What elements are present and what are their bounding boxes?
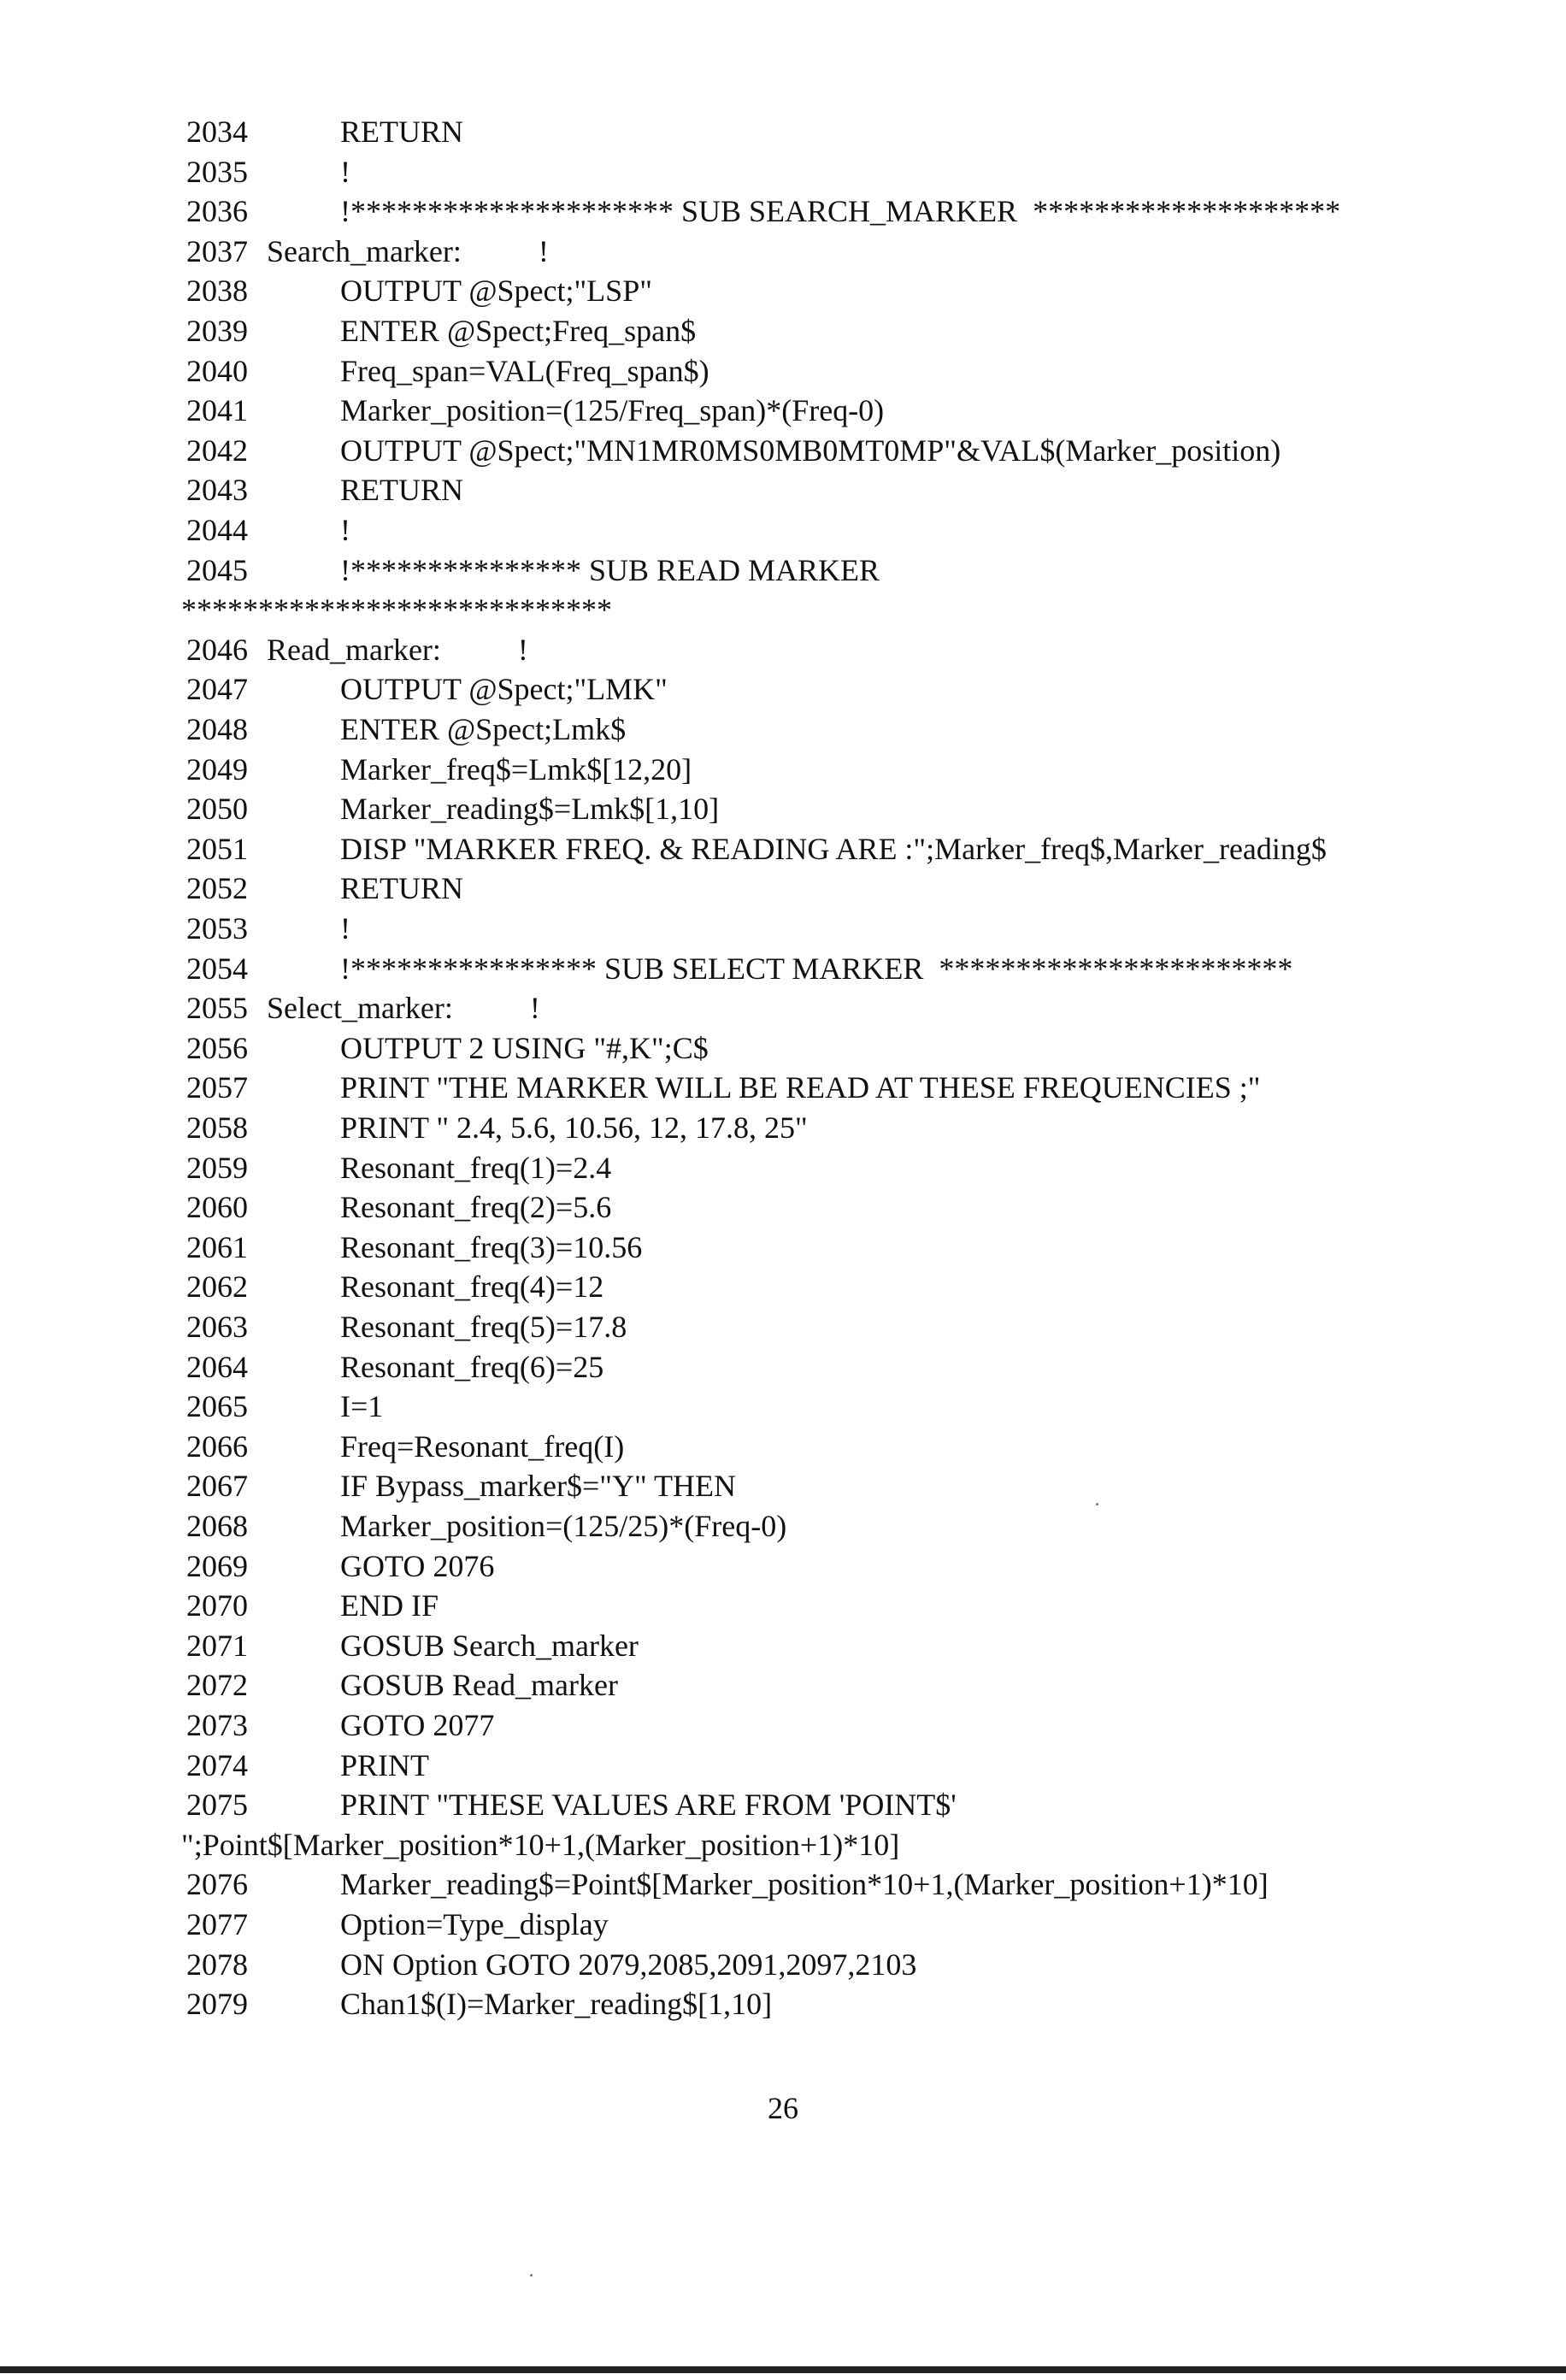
code-text: GOTO 2077: [340, 1708, 495, 1742]
line-number: 2076: [186, 1867, 248, 1901]
code-text: I=1: [340, 1389, 384, 1423]
line-number: 2046: [186, 633, 248, 667]
line-number: 2039: [186, 314, 248, 348]
line-number: 2079: [186, 1987, 248, 2021]
code-text: DISP "MARKER FREQ. & READING ARE :";Marker_freq$,Marker_reading$: [340, 832, 1327, 866]
code-text: Marker_reading$=Point$[Marker_position*10+1,(Marker_position+1)*10]: [340, 1867, 1269, 1901]
code-text: OUTPUT @Spect;"LMK": [340, 672, 668, 706]
line-number: 2056: [186, 1031, 248, 1065]
line-number: 2061: [186, 1230, 248, 1264]
line-number: 2036: [186, 194, 248, 228]
scan-speck: [1096, 1503, 1098, 1505]
code-text: ENTER @Spect;Freq_span$: [340, 314, 697, 348]
bottom-rule: [0, 2366, 1566, 2373]
code-text: Option=Type_display: [340, 1907, 609, 1941]
code-text: Resonant_freq(5)=17.8: [340, 1310, 627, 1344]
line-number: 2049: [186, 752, 248, 786]
line-number: 2069: [186, 1549, 248, 1583]
code-text: RETURN: [340, 115, 463, 149]
code-text: Marker_position=(125/Freq_span)*(Freq-0): [340, 393, 885, 427]
code-text: GOSUB Read_marker: [340, 1668, 618, 1702]
line-number: 2047: [186, 672, 248, 706]
code-text: RETURN: [340, 871, 463, 905]
line-number: 2041: [186, 393, 248, 427]
code-text: Freq_span=VAL(Freq_span$): [340, 354, 709, 388]
code-text: Read_marker: !: [267, 633, 528, 667]
line-number: 2045: [186, 553, 248, 587]
line-number: 2054: [186, 951, 248, 986]
code-text: ";Point$[Marker_position*10+1,(Marker_position+1)*10]: [181, 1828, 900, 1862]
line-number: 2072: [186, 1668, 248, 1702]
scan-speck: [530, 2274, 533, 2277]
line-number: 2067: [186, 1469, 248, 1503]
code-text: !: [340, 155, 350, 189]
code-text: !: [340, 911, 350, 946]
code-text: Chan1$(I)=Marker_reading$[1,10]: [340, 1987, 773, 2021]
code-text: PRINT " 2.4, 5.6, 10.56, 12, 17.8, 25": [340, 1110, 808, 1145]
code-text: OUTPUT 2 USING "#,K";C$: [340, 1031, 709, 1065]
code-text: PRINT "THESE VALUES ARE FROM 'POINT$': [340, 1788, 957, 1822]
code-text: Resonant_freq(1)=2.4: [340, 1151, 612, 1185]
line-number: 2075: [186, 1788, 248, 1822]
line-number: 2062: [186, 1270, 248, 1304]
line-number: 2050: [186, 792, 248, 826]
line-number: 2051: [186, 832, 248, 866]
code-text: RETURN: [340, 473, 463, 507]
line-number: 2073: [186, 1708, 248, 1742]
code-text: GOSUB Search_marker: [340, 1629, 639, 1663]
line-number: 2048: [186, 712, 248, 746]
line-number: 2071: [186, 1629, 248, 1663]
code-text: ****************************: [181, 592, 612, 627]
line-number: 2057: [186, 1070, 248, 1105]
code-text: Resonant_freq(6)=25: [340, 1350, 604, 1384]
code-text: END IF: [340, 1588, 439, 1623]
line-number: 2038: [186, 274, 248, 308]
line-number: 2077: [186, 1907, 248, 1941]
line-number: 2064: [186, 1350, 248, 1384]
line-number: 2055: [186, 991, 248, 1025]
code-text: !**************** SUB SELECT MARKER ***********************: [340, 951, 1293, 986]
code-text: IF Bypass_marker$="Y" THEN: [340, 1469, 736, 1503]
code-text: Resonant_freq(3)=10.56: [340, 1230, 643, 1264]
page-number: 26: [768, 2091, 798, 2125]
line-number: 2068: [186, 1509, 248, 1543]
line-number: 2070: [186, 1588, 248, 1623]
code-text: GOTO 2076: [340, 1549, 495, 1583]
line-number: 2037: [186, 234, 248, 268]
code-text: Marker_reading$=Lmk$[1,10]: [340, 792, 720, 826]
code-text: OUTPUT @Spect;"MN1MR0MS0MB0MT0MP"&VAL$(Marker_position): [340, 433, 1281, 468]
line-number: 2053: [186, 911, 248, 946]
line-number: 2065: [186, 1389, 248, 1423]
line-number: 2078: [186, 1947, 248, 1982]
line-number: 2044: [186, 513, 248, 547]
line-number: 2060: [186, 1190, 248, 1224]
line-number: 2052: [186, 871, 248, 905]
code-text: ON Option GOTO 2079,2085,2091,2097,2103: [340, 1947, 917, 1982]
code-text: Search_marker: !: [267, 234, 549, 268]
code-text: !********************* SUB SEARCH_MARKER ********************: [340, 194, 1341, 228]
code-text: PRINT: [340, 1748, 430, 1782]
code-text: !*************** SUB READ MARKER: [340, 553, 880, 587]
code-text: Resonant_freq(4)=12: [340, 1270, 604, 1304]
line-number: 2066: [186, 1429, 248, 1464]
line-number: 2074: [186, 1748, 248, 1782]
code-text: Marker_position=(125/25)*(Freq-0): [340, 1509, 787, 1543]
code-text: ENTER @Spect;Lmk$: [340, 712, 627, 746]
code-text: Select_marker: !: [267, 991, 540, 1025]
line-number: 2034: [186, 115, 248, 149]
line-number: 2040: [186, 354, 248, 388]
line-number: 2035: [186, 155, 248, 189]
code-text: OUTPUT @Spect;"LSP": [340, 274, 652, 308]
code-text: PRINT "THE MARKER WILL BE READ AT THESE FREQUENCIES ;": [340, 1070, 1261, 1105]
code-text: Marker_freq$=Lmk$[12,20]: [340, 752, 692, 786]
code-text: Resonant_freq(2)=5.6: [340, 1190, 612, 1224]
line-number: 2042: [186, 433, 248, 468]
code-text: Freq=Resonant_freq(I): [340, 1429, 625, 1464]
line-number: 2058: [186, 1110, 248, 1145]
line-number: 2063: [186, 1310, 248, 1344]
line-number: 2059: [186, 1151, 248, 1185]
code-text: !: [340, 513, 350, 547]
line-number: 2043: [186, 473, 248, 507]
